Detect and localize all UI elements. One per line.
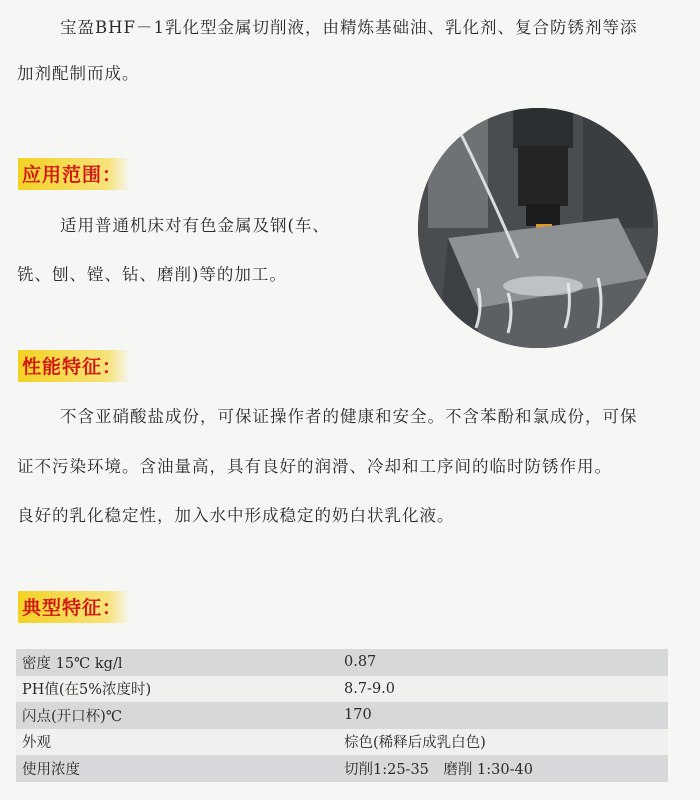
application-line-2: 铣、刨、镗、钻、磨削)等的加工。 <box>17 265 287 284</box>
value-cell: 切削1:25-35 磨削 1:30-40 <box>338 755 668 782</box>
performance-heading: 性能特征： <box>18 350 130 382</box>
intro-line-2: 加剂配制而成。 <box>17 64 140 83</box>
table-row <box>16 755 668 782</box>
property-cell: PH值(在5%浓度时) <box>16 676 338 703</box>
value-cell: 棕色(稀释后成乳白色) <box>338 729 668 756</box>
performance-line-1: 不含亚硝酸盐成份，可保证操作者的健康和安全。不含苯酚和氯成份，可保 <box>60 407 638 426</box>
value-cell: 0.87 <box>338 649 668 676</box>
table-row <box>16 702 668 729</box>
value-cell: 170 <box>338 702 668 729</box>
intro-line-1: 宝盈BHF－1乳化型金属切削液，由精炼基础油、乳化剂、复合防锈剂等添 <box>60 18 638 37</box>
property-cell: 使用浓度 <box>16 755 338 782</box>
typical-heading: 典型特征： <box>18 591 130 623</box>
drill-machining-illustration <box>418 108 658 348</box>
application-line-1: 适用普通机床对有色金属及钢(车、 <box>60 216 330 235</box>
specs-table <box>16 649 668 782</box>
performance-line-3: 良好的乳化稳定性，加入水中形成稳定的奶白状乳化液。 <box>17 506 455 525</box>
property-cell: 闪点(开口杯)℃ <box>16 702 338 729</box>
table-row <box>16 676 668 703</box>
table-row <box>16 649 668 676</box>
application-heading: 应用范围： <box>18 158 130 190</box>
value-cell: 8.7-9.0 <box>338 676 668 703</box>
property-cell: 密度 15℃ kg/l <box>16 649 338 676</box>
machining-photo <box>418 108 658 348</box>
performance-line-2: 证不污染环境。含油量高，具有良好的润滑、冷却和工序间的临时防锈作用。 <box>17 457 612 476</box>
property-cell: 外观 <box>16 729 338 756</box>
table-row <box>16 729 668 756</box>
